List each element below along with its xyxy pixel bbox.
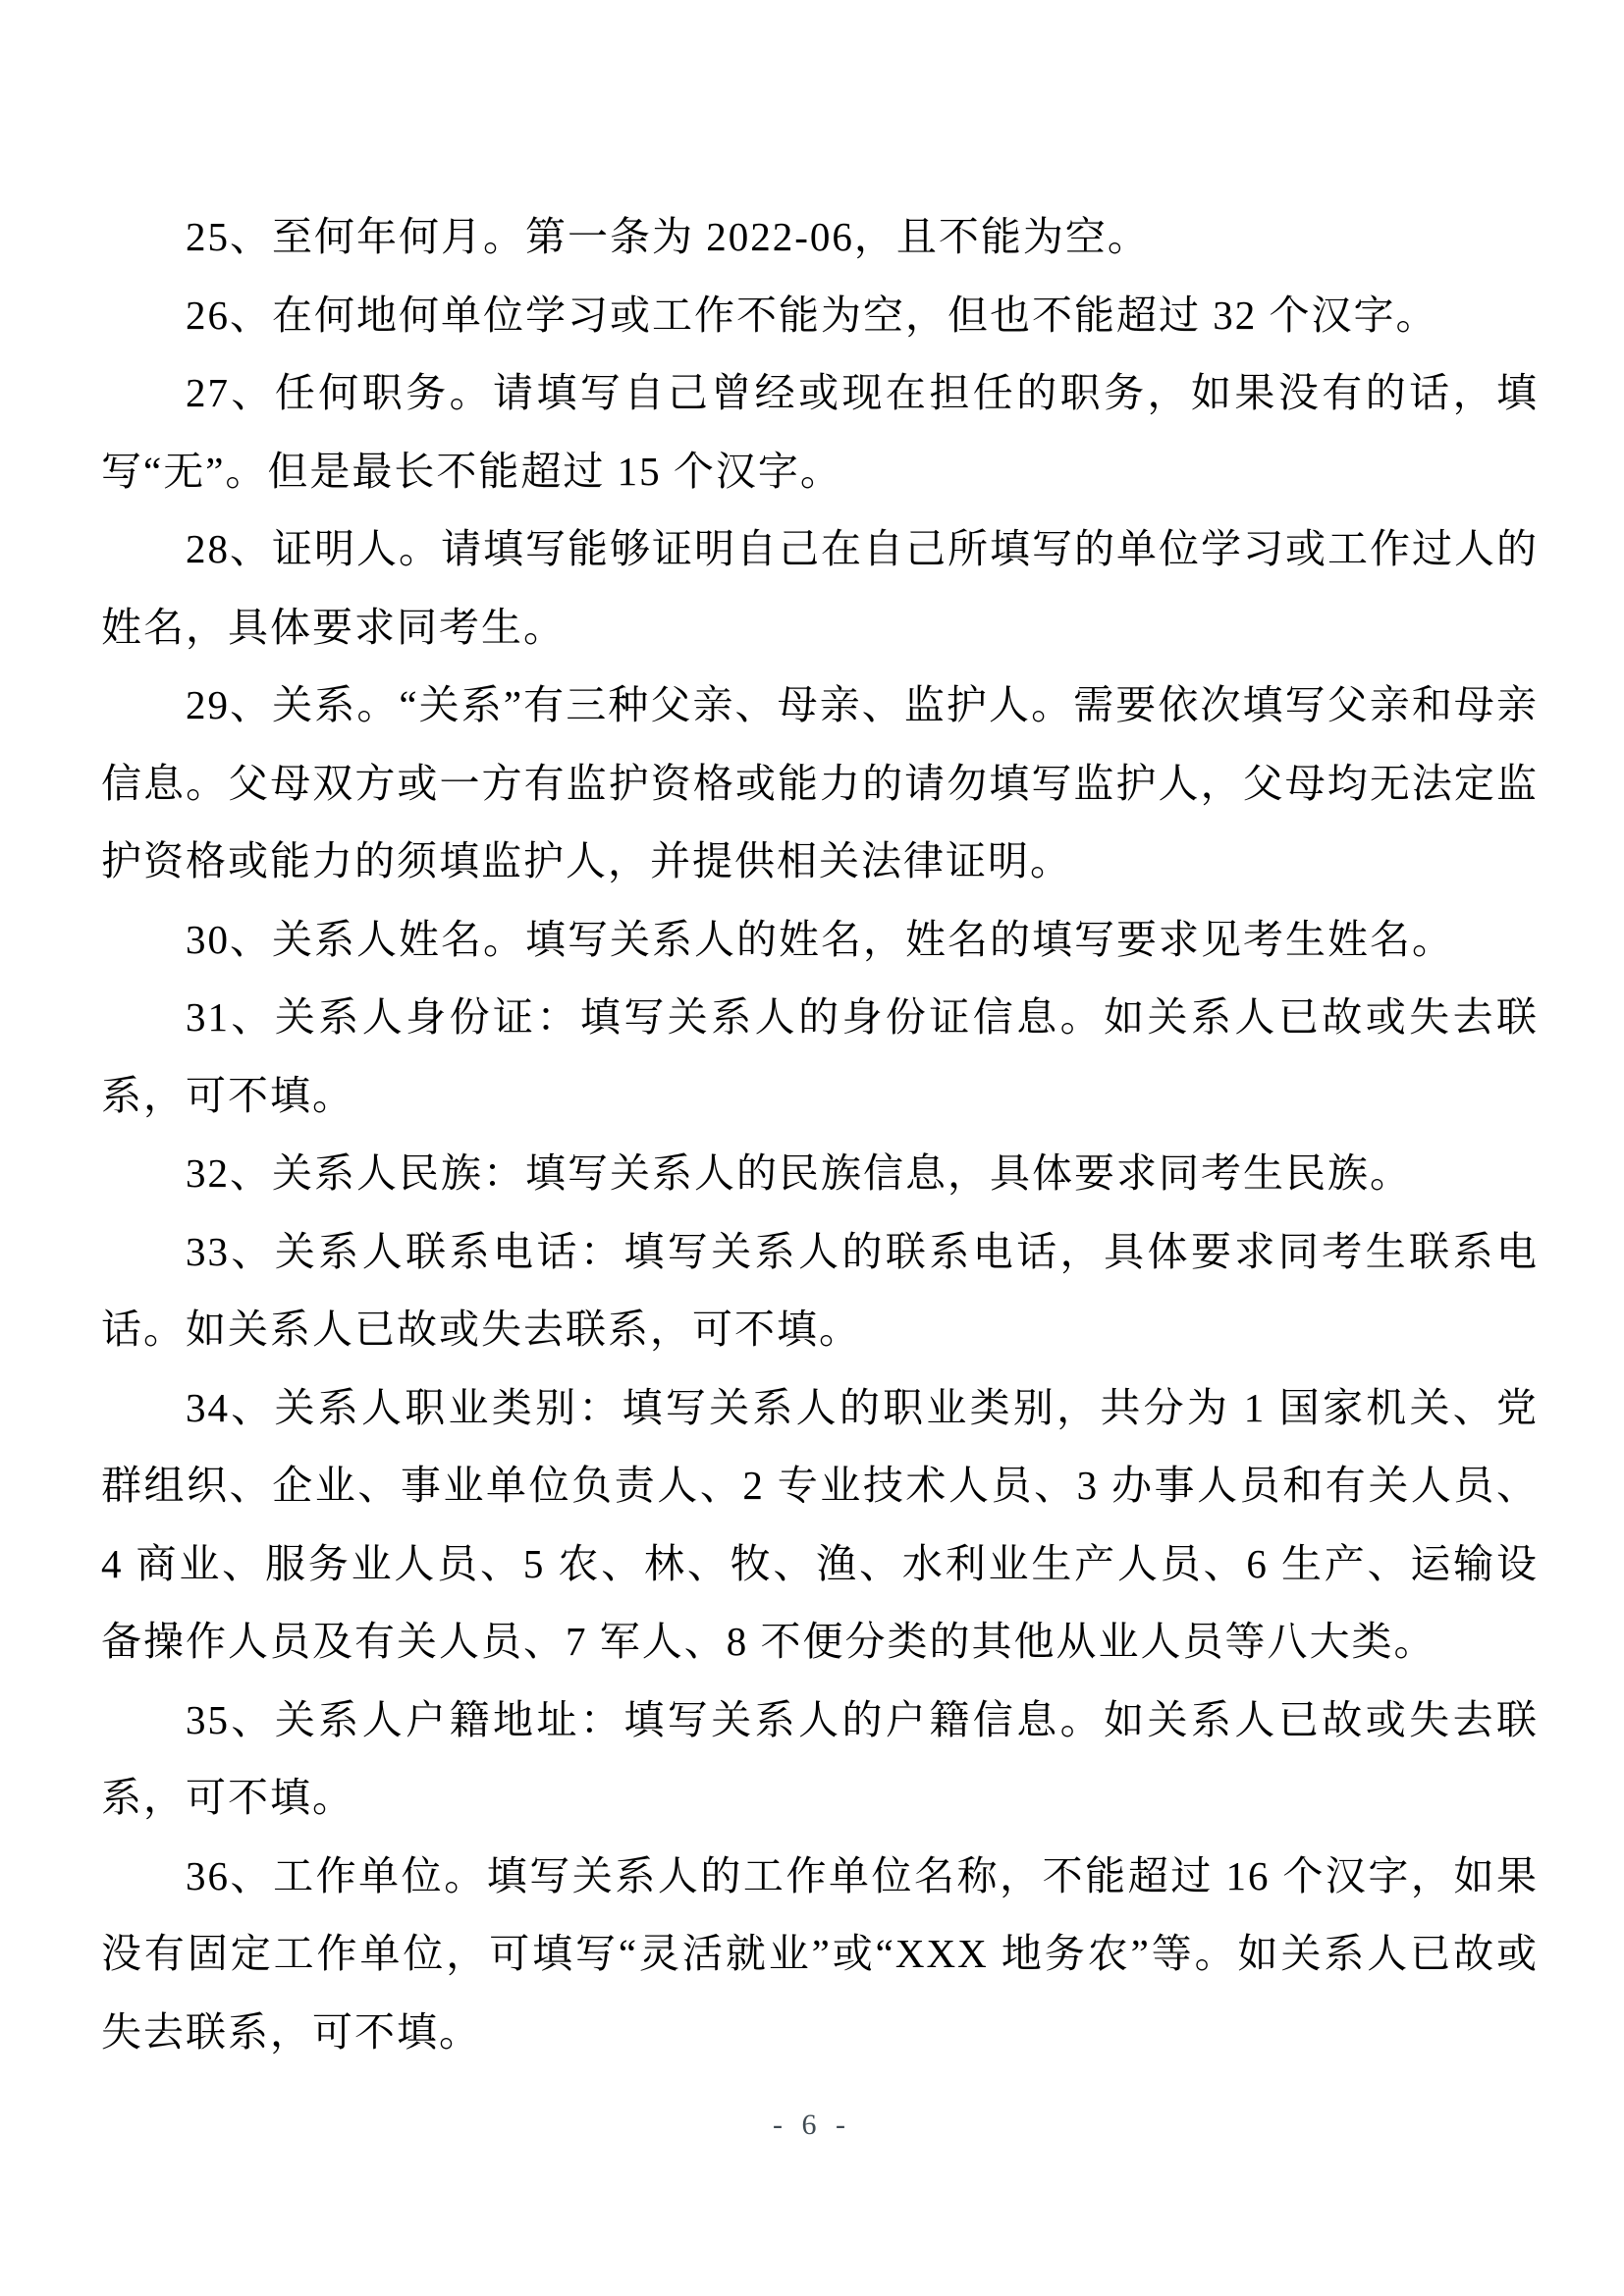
document-body <box>101 198 1539 2071</box>
page-number: - 6 - <box>773 2109 851 2141</box>
paragraph-25: 25、至何年何月。第一条为 2022-06，且不能为空。 <box>186 214 1150 259</box>
paragraph-36: 36、工作单位。填写关系人的工作单位名称，不能超过 16 个汉字，如果没有固定工作单位，可填写“灵活就业”或“XXX 地务农”等。如关系人已故或失去联系，可不填。 <box>101 1852 1539 2055</box>
paragraph-30: 30、关系人姓名。填写关系人的姓名，姓名的填写要求见考生姓名。 <box>186 916 1454 962</box>
paragraph-29: 29、关系。“关系”有三种父亲、母亲、监护人。需要依次填写父亲和母亲信息。父母双方或一方有监护资格或能力的请勿填写监护人，父母均无法定监护资格或能力的须填监护人，并提供相关法律证明。 <box>101 682 1539 883</box>
paragraph-26: 26、在何地何单位学习或工作不能为空，但也不能超过 32 个汉字。 <box>186 292 1438 338</box>
paragraph-34: 34、关系人职业类别：填写关系人的职业类别，共分为 1 国家机关、党群组织、企业、事业单位负责人、2 专业技术人员、3 办事人员和有关人员、4 商业、服务业人员、5 农、林、牧、渔、水利业生产人员、6 生产、运输设备操作人员及有关人员、7 军人、8 不便分类的其他从业人员等八大类。 <box>101 1384 1539 1664</box>
paragraph-32: 32、关系人民族：填写关系人的民族信息，具体要求同考生民族。 <box>186 1150 1412 1196</box>
paragraph-35: 35、关系人户籍地址：填写关系人的户籍信息。如关系人已故或失去联系，可不填。 <box>101 1696 1539 1820</box>
paragraph-27: 27、任何职务。请填写自己曾经或现在担任的职务，如果没有的话，填写“无”。但是最长不能超过 15 个汉字。 <box>101 370 1539 494</box>
paragraph-33: 33、关系人联系电话：填写关系人的联系电话，具体要求同考生联系电话。如关系人已故或失去联系，可不填。 <box>101 1228 1539 1352</box>
paragraph-28: 28、证明人。请填写能够证明自己在自己所填写的单位学习或工作过人的姓名，具体要求同考生。 <box>101 526 1539 650</box>
page-footer <box>0 2109 1624 2142</box>
paragraph-31: 31、关系人身份证：填写关系人的身份证信息。如关系人已故或失去联系，可不填。 <box>101 994 1539 1118</box>
